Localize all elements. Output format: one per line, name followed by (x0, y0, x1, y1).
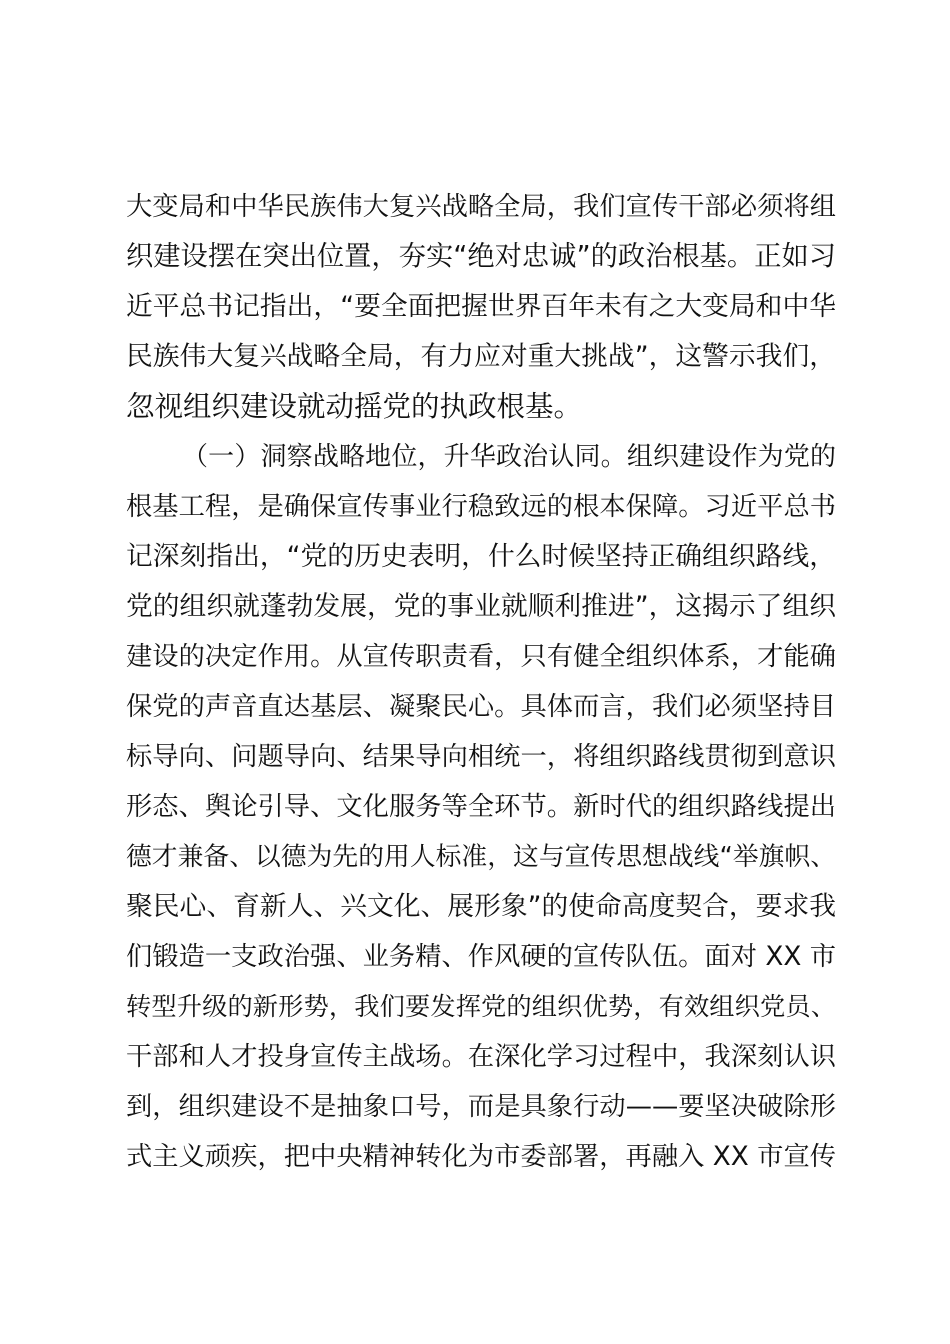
section-heading-line: （一）洞察战略地位，升华政治认同。组织建设作为党的 (182, 442, 836, 472)
body-text-line: 近平总书记指出，“要全面把握世界百年未有之大变局和中华 (126, 291, 836, 322)
body-text-line: 标导向、问题导向、结果导向相统一，将组织路线贯彻到意识 (126, 742, 836, 772)
body-text-line: 织建设摆在突出位置，夯实“绝对忠诚”的政治根基。正如习 (126, 241, 836, 272)
body-text-line: 根基工程，是确保宣传事业行稳致远的根本保障。习近平总书 (126, 492, 836, 522)
body-text-line: 们锻造一支政治强、业务精、作风硬的宣传队伍。面对 XX 市 (126, 942, 836, 972)
body-text-line: 忽视组织建设就动摇党的执政根基。 (126, 390, 583, 423)
body-text-line: 聚民心、育新人、兴文化、展形象”的使命高度契合，要求我 (126, 891, 836, 922)
body-text-line: 党的组织就蓬勃发展，党的事业就顺利推进”，这揭示了组织 (126, 591, 836, 622)
body-text-line: 到，组织建设不是抽象口号，而是具象行动——要坚决破除形 (126, 1092, 836, 1122)
body-text-line: 民族伟大复兴战略全局，有力应对重大挑战”，这警示我们， (126, 341, 836, 372)
body-text-line: 大变局和中华民族伟大复兴战略全局，我们宣传干部必须将组 (126, 192, 836, 222)
body-text-line: 建设的决定作用。从宣传职责看，只有健全组织体系，才能确 (126, 642, 836, 672)
body-text-line: 形态、舆论引导、文化服务等全环节。新时代的组织路线提出 (126, 792, 836, 822)
body-text-line: 转型升级的新形势，我们要发挥党的组织优势，有效组织党员、 (126, 992, 836, 1021)
body-text-line: 记深刻指出，“党的历史表明，什么时候坚持正确组织路线， (126, 541, 836, 572)
body-text-line: 式主义顽疾，把中央精神转化为市委部署，再融入 XX 市宣传 (126, 1142, 836, 1172)
body-text-line: 干部和人才投身宣传主战场。在深化学习过程中，我深刻认识 (126, 1042, 836, 1072)
body-text-line: 德才兼备、以德为先的用人标准，这与宣传思想战线“举旗帜、 (126, 842, 836, 872)
body-text-line: 保党的声音直达基层、凝聚民心。具体而言，我们必须坚持目 (126, 692, 836, 722)
